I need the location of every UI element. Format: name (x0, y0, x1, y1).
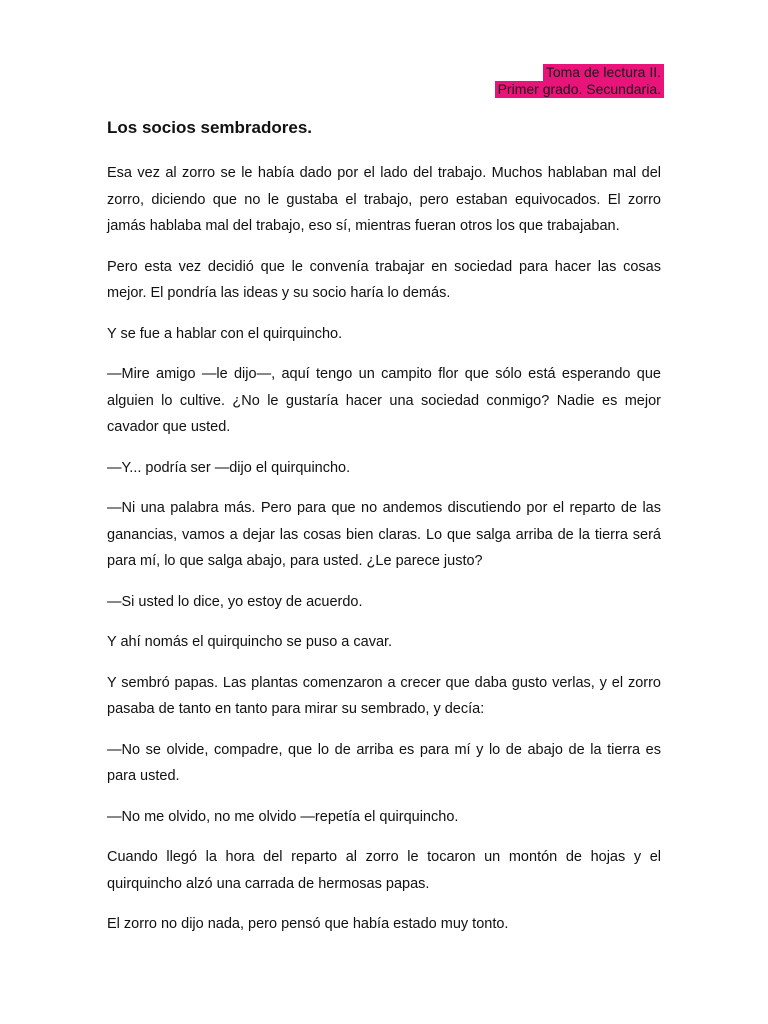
paragraph: Cuando llegó la hora del reparto al zorro le tocaron un montón de hojas y el quirquincho alzó una carrada de hermosas papas. (107, 849, 661, 892)
paragraph: —Ni una palabra más. Pero para que no andemos discutiendo por el reparto de las ganancias, vamos a dejar las cosas bien claras. Lo que salga arriba de la tierra será para mí, lo que salga abajo, para usted. ¿Le parece justo? (107, 500, 661, 569)
header-line-2: Primer grado. Secundaria. (495, 81, 664, 98)
header-line-1: Toma de lectura II. (543, 64, 664, 81)
paragraph: El zorro no dijo nada, pero pensó que había estado muy tonto. (107, 916, 509, 932)
story-body (107, 160, 661, 952)
paragraph: —No me olvido, no me olvido —repetía el quirquincho. (107, 808, 459, 825)
page-title: Los socios sembradores. (107, 118, 313, 137)
paragraph: Y se fue a hablar con el quirquincho. (107, 325, 343, 342)
paragraph: —Si usted lo dice, yo estoy de acuerdo. (107, 593, 363, 610)
header-tag (495, 64, 664, 98)
paragraph: Y ahí nomás el quirquincho se puso a cavar. (107, 634, 393, 650)
paragraph: Esa vez al zorro se le había dado por el lado del trabajo. Muchos hablaban mal del zorro, diciendo que no le gustaba el trabajo, pero estaban equivocados. El zorro jamás hablaba mal del trabajo, eso sí, mientras fueran otros los que trabajaban. (107, 165, 661, 234)
paragraph: —Y... podría ser —dijo el quirquincho. (107, 459, 351, 476)
paragraph: Pero esta vez decidió que le convenía trabajar en sociedad para hacer las cosas mejor. El pondría las ideas y su socio haría lo demás. (107, 258, 661, 301)
paragraph: —No se olvide, compadre, que lo de arriba es para mí y lo de abajo de la tierra es para usted. (107, 741, 661, 784)
paragraph: —Mire amigo —le dijo—, aquí tengo un campito flor que sólo está esperando que alguien lo cultive. ¿No le gustaría hacer una sociedad conmigo? Nadie es mejor cavador que usted. (107, 366, 661, 435)
paragraph: Y sembró papas. Las plantas comenzaron a crecer que daba gusto verlas, y el zorro pasaba de tanto en tanto para mirar su sembrado, y decía: (107, 674, 661, 717)
